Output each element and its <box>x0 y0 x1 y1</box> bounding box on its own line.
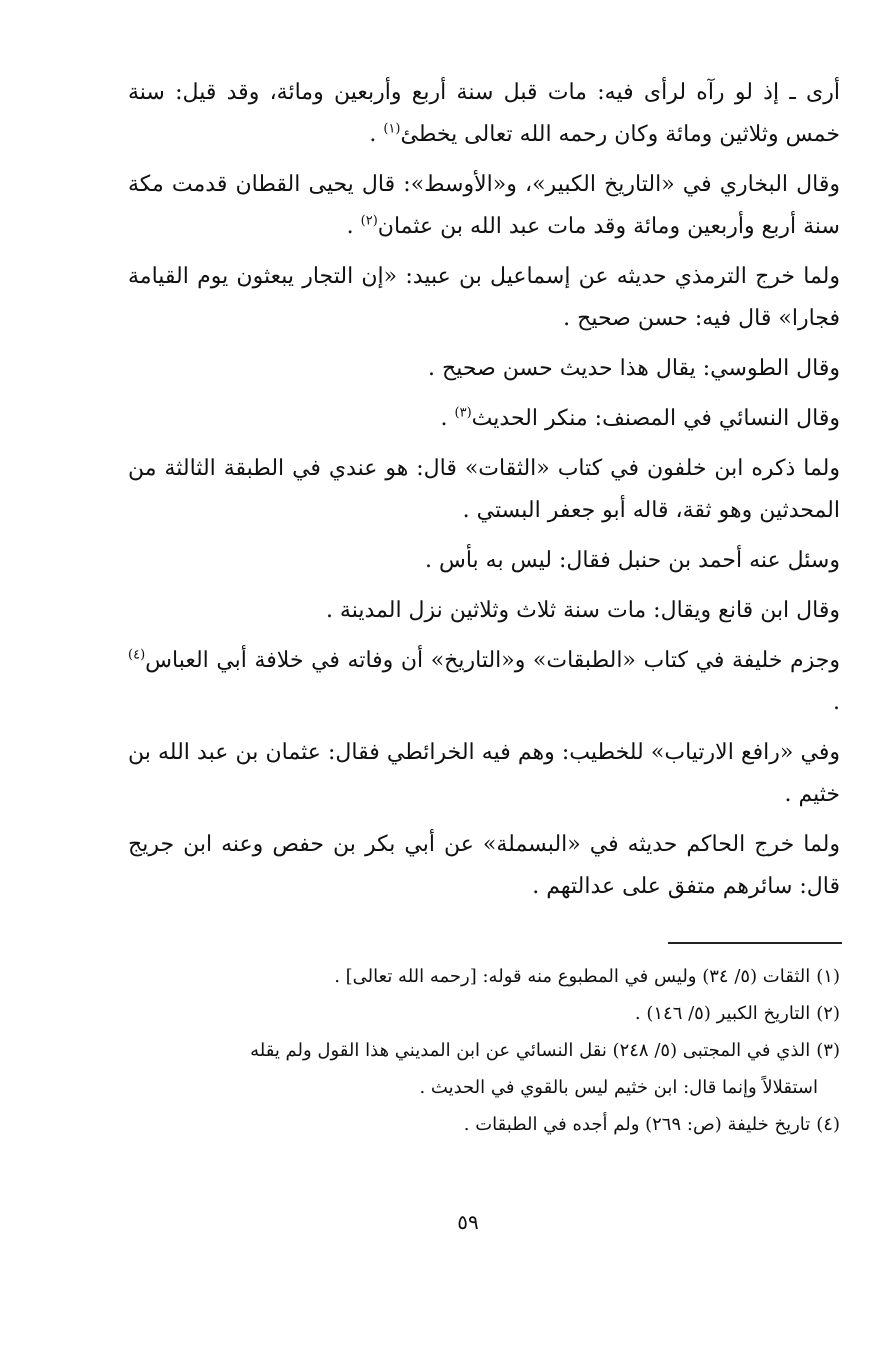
paragraph <box>128 398 840 440</box>
footnote-text: الذي في المجتبى (٥/ ٢٤٨) نقل النسائي عن ابن المديني هذا القول ولم يقله <box>250 1040 811 1061</box>
paragraph <box>128 448 840 532</box>
footnote <box>128 1106 840 1143</box>
footnote-number: (١) <box>816 966 840 987</box>
page-number: ٥٩ <box>457 1210 479 1234</box>
footnote-number: (٣) <box>816 1040 840 1061</box>
footnote-number: (٢) <box>816 1003 840 1024</box>
footnotes <box>128 958 840 1143</box>
paragraph-text: ولما خرج الترمذي حديثه عن إسماعيل بن عبيد: «إن التجار يبعثون يوم القيامة فجارا» قال فيه: حسن صحيح . <box>128 264 840 331</box>
footnote <box>128 995 840 1032</box>
paragraph <box>128 640 840 724</box>
footnote-text: الثقات (٥/ ٣٤) وليس في المطبوع منه قوله: [رحمه الله تعالى] . <box>334 966 811 987</box>
footnote-ref: (١) <box>383 121 401 137</box>
paragraph <box>128 732 840 816</box>
paragraph-tail: . <box>346 214 361 239</box>
paragraph <box>128 590 840 632</box>
footnote <box>128 1032 840 1106</box>
main-text <box>128 72 840 916</box>
footnote-separator <box>668 942 842 944</box>
paragraph-text: وقال ابن قانع ويقال: مات سنة ثلاث وثلاثين نزل المدينة . <box>325 598 840 623</box>
paragraph-tail: . <box>440 406 455 431</box>
paragraph-text: أرى ـ إذ لو رآه لرأى فيه: مات قبل سنة أربع وأربعين ومائة، وقد قيل: سنة خمس وثلاثين ومائة وكان رحمه الله تعالى يخطئ <box>128 80 840 147</box>
paragraph-text: وقال الطوسي: يقال هذا حديث حسن صحيح . <box>428 356 840 381</box>
paragraph-text: ولما خرج الحاكم حديثه في «البسملة» عن أبي بكر بن حفص وعنه ابن جريج قال: سائرهم متفق على عدالتهم . <box>128 832 840 899</box>
paragraph <box>128 72 840 156</box>
paragraph <box>128 540 840 582</box>
paragraph-text: وجزم خليفة في كتاب «الطبقات» و«التاريخ» أن وفاته في خلافة أبي العباس <box>145 648 840 673</box>
paragraph-text: وسئل عنه أحمد بن حنبل فقال: ليس به بأس . <box>425 548 840 573</box>
footnote-text: تاريخ خليفة (ص: ٢٦٩) ولم أجده في الطبقات . <box>463 1114 811 1135</box>
paragraph <box>128 164 840 248</box>
paragraph-tail: . <box>369 122 384 147</box>
footnote <box>128 958 840 995</box>
footnote-number: (٤) <box>816 1114 840 1135</box>
footnote-text: التاريخ الكبير (٥/ ١٤٦) . <box>634 1003 811 1024</box>
footnote-ref: (٢) <box>360 213 378 229</box>
paragraph-text: وفي «رافع الارتياب» للخطيب: وهم فيه الخرائطي فقال: عثمان بن عبد الله بن خثيم . <box>128 740 840 807</box>
paragraph-tail: . <box>833 690 840 715</box>
paragraph-text: ولما ذكره ابن خلفون في كتاب «الثقات» قال: هو عندي في الطبقة الثالثة من المحدثين وهو ثقة، قاله أبو جعفر البستي . <box>128 456 840 523</box>
paragraph <box>128 348 840 390</box>
paragraph-text: وقال النسائي في المصنف: منكر الحديث <box>471 406 840 431</box>
footnote-continuation: استقلالاً وإنما قال: ابن خثيم ليس بالقوي في الحديث . <box>419 1077 818 1098</box>
paragraph <box>128 824 840 908</box>
paragraph <box>128 256 840 340</box>
footnote-ref: (٣) <box>454 405 472 421</box>
footnote-ref: (٤) <box>128 647 146 663</box>
paragraph-text: وقال البخاري في «التاريخ الكبير»، و«الأوسط»: قال يحيى القطان قدمت مكة سنة أربع وأربعين ومائة وقد مات عبد الله بن عثمان <box>128 172 840 239</box>
